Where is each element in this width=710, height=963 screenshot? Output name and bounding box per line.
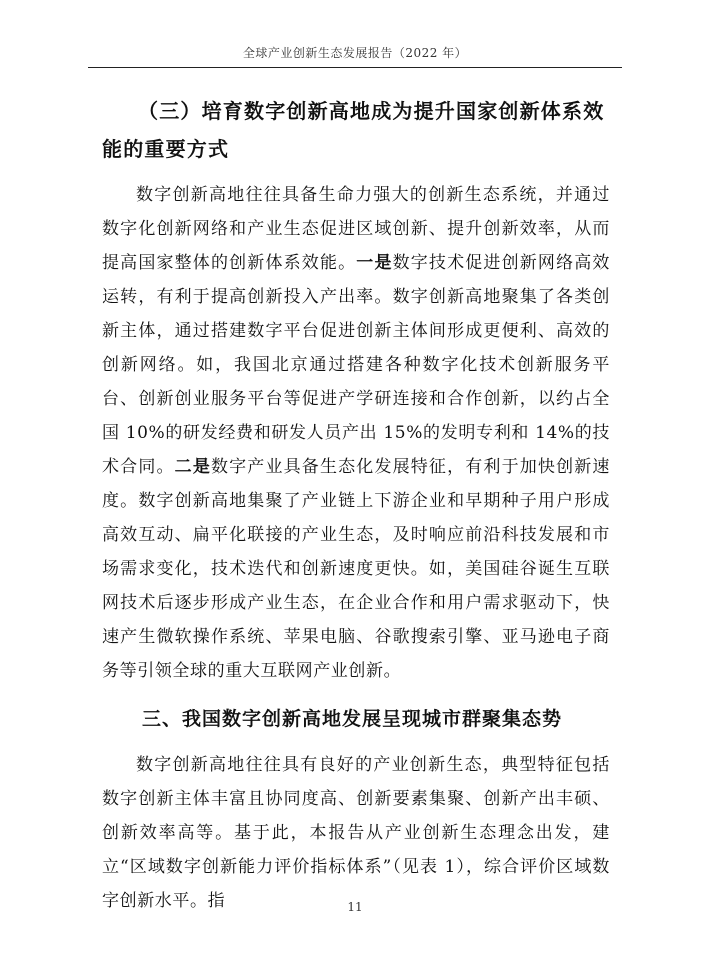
point-two-text: 数字产业具备生态化发展特征，有利于加快创新速度。数字创新高地集聚了产业链上下游企业和早期种子用户形成高效互动、扁平化联接的产业生态，及时响应前沿科技发展和市场需求变化，技术迭代和创新速度更快。如，美国硅谷诞生互联网技术后逐步形成产业生态，在企业合作和用户需求驱动下，快速产生微软操作系统、苹果电脑、谷歌搜索引擎、亚马逊电子商务等引领全球的重大互联网产业创新。 xyxy=(102,457,610,681)
point-one-label: 一是 xyxy=(356,253,393,273)
running-header: 全球产业创新生态发展报告（2022 年） xyxy=(88,44,622,68)
point-two-label: 二是 xyxy=(174,457,211,477)
page-content xyxy=(102,92,610,918)
body-paragraph-2: 数字创新高地往往具有良好的产业创新生态，典型特征包括数字创新主体丰富且协同度高、创新要素集聚、创新产出丰硕、创新效率高等。基于此，本报告从产业创新生态理念出发，建立“区域数字创新能力评价指标体系”（见表 1），综合评价区域数字创新水平。指 xyxy=(102,755,610,911)
subsection-heading: （三）培育数字创新高地成为提升国家创新体系效能的重要方式 xyxy=(102,99,605,161)
section-heading: 三、我国数字创新高地发展呈现城市群聚集态势 xyxy=(142,708,563,730)
body-paragraph-1 xyxy=(102,178,610,688)
point-one-text: 数字技术促进创新网络高效运转，有利于提高创新投入产出率。数字创新高地聚集了各类创新主体，通过搭建数字平台促进创新主体间形成更便利、高效的创新网络。如，我国北京通过搭建各种数字化技术创新服务平台、创新创业服务平台等促进产学研连接和合作创新，以约占全国 10%的研发经费和研发人员产出 15%的发明专利和 14%的技术合同。 xyxy=(102,253,610,477)
page-number: 11 xyxy=(347,900,363,914)
paragraph-intro: 数字创新高地往往具备生命力强大的创新生态系统，并通过数字化创新网络和产业生态促进区域创新、提升创新效率，从而提高国家整体的创新体系效能。 xyxy=(102,185,610,273)
